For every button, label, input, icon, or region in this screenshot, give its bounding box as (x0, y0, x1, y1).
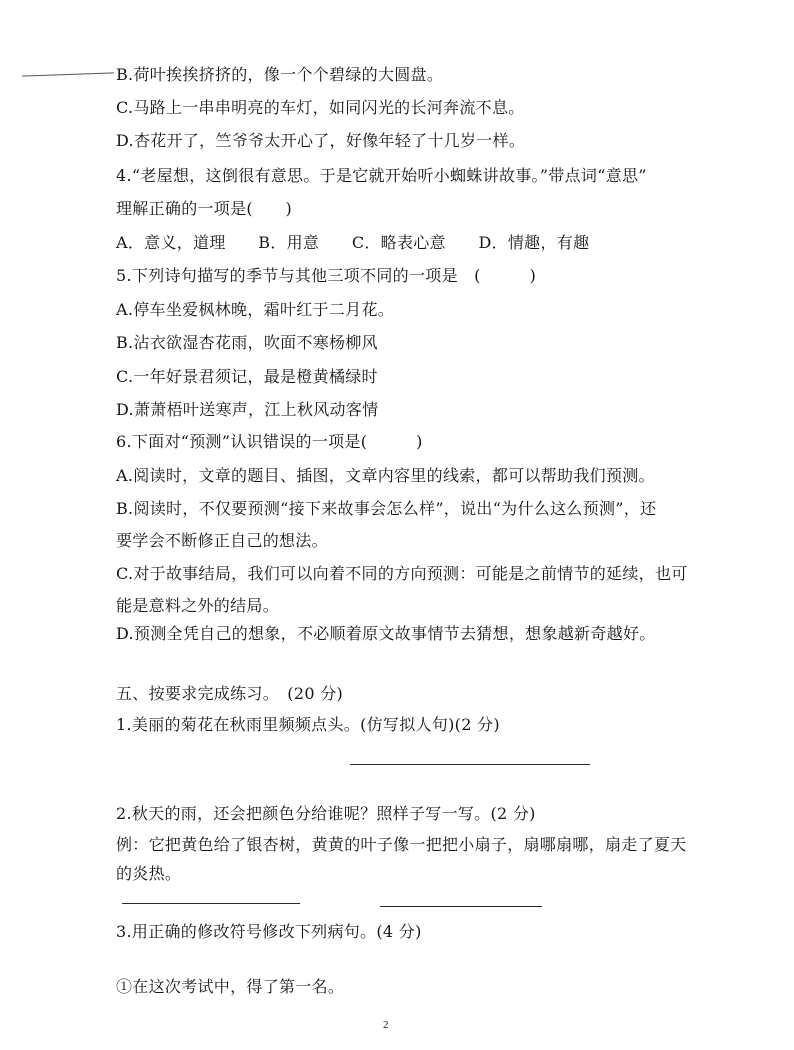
question-5-stem: 5.下列诗句描写的季节与其他三项不同的一项是 ( ) (116, 266, 537, 285)
exercise-1-prompt: 1.美丽的菊花在秋雨里频频点头。(仿写拟人句)(2 分) (116, 715, 500, 734)
option-4c-line: C.马路上一串串明亮的车灯，如同闪光的长河奔流不息。 (116, 98, 525, 117)
exercise-3-sentence: ①在这次考试中，得了第一名。 (116, 977, 345, 996)
question-6-option-b: B.阅读时，不仅要预测“接下来故事会怎么样”，说出“为什么这么预测”，还 (116, 499, 657, 518)
question-4-stem: 4.“老屋想，这倒很有意思。于是它就开始听小蜘蛛讲故事。”带点词“意思” (116, 166, 647, 185)
page-number: 2 (383, 1019, 389, 1031)
exercise-2-example-cont: 的炎热。 (116, 864, 182, 883)
section-5-heading: 五、按要求完成练习。 (20 分) (116, 684, 344, 703)
question-5-option-b: B.沾衣欲湿杏花雨，吹面不寒杨柳风 (116, 333, 378, 352)
scan-mark (22, 72, 114, 76)
question-4-options: A．意义，道理 B．用意 C．略表心意 D．情趣，有趣 (116, 233, 590, 252)
question-4-stem-cont: 理解正确的一项是( ) (116, 199, 293, 218)
question-6-option-a: A.阅读时，文章的题目、插图，文章内容里的线索，都可以帮助我们预测。 (116, 466, 655, 485)
question-5-option-c: C.一年好景君须记，最是橙黄橘绿时 (116, 367, 378, 386)
question-5-option-a: A.停车坐爱枫林晚，霜叶红于二月花。 (116, 300, 395, 319)
answer-line-2b[interactable] (380, 906, 542, 907)
answer-line-2a[interactable] (122, 903, 300, 904)
question-6-option-d: D.预测全凭自己的想象，不必顺着原文故事情节去猜想，想象越新奇越好。 (116, 624, 656, 643)
exercise-2-prompt: 2.秋天的雨，还会把颜色分给谁呢？照样子写一写。(2 分) (116, 804, 536, 823)
exercise-2-example: 例：它把黄色给了银杏树，黄黄的叶子像一把把小扇子，扇哪扇哪，扇走了夏天 (116, 835, 687, 854)
exercise-3-prompt: 3.用正确的修改符号修改下列病句。(4 分) (116, 922, 422, 941)
question-6-option-c: C.对于故事结局，我们可以向着不同的方向预测：可能是之前情节的延续，也可 (116, 564, 688, 583)
option-4b-line: B.荷叶挨挨挤挤的，像一个个碧绿的大圆盘。 (116, 65, 444, 84)
question-6-option-c-cont: 能是意料之外的结局。 (116, 596, 280, 615)
answer-line-1[interactable] (350, 764, 590, 765)
option-4d-line: D.杏花开了，竺爷爷太开心了，好像年轻了十几岁一样。 (116, 131, 526, 150)
question-6-stem: 6.下面对“预测”认识错误的一项是( ) (116, 432, 423, 451)
question-5-option-d: D.萧萧梧叶送寒声，江上秋风动客情 (116, 400, 379, 419)
question-6-option-b-cont: 要学会不断修正自己的想法。 (116, 531, 328, 550)
